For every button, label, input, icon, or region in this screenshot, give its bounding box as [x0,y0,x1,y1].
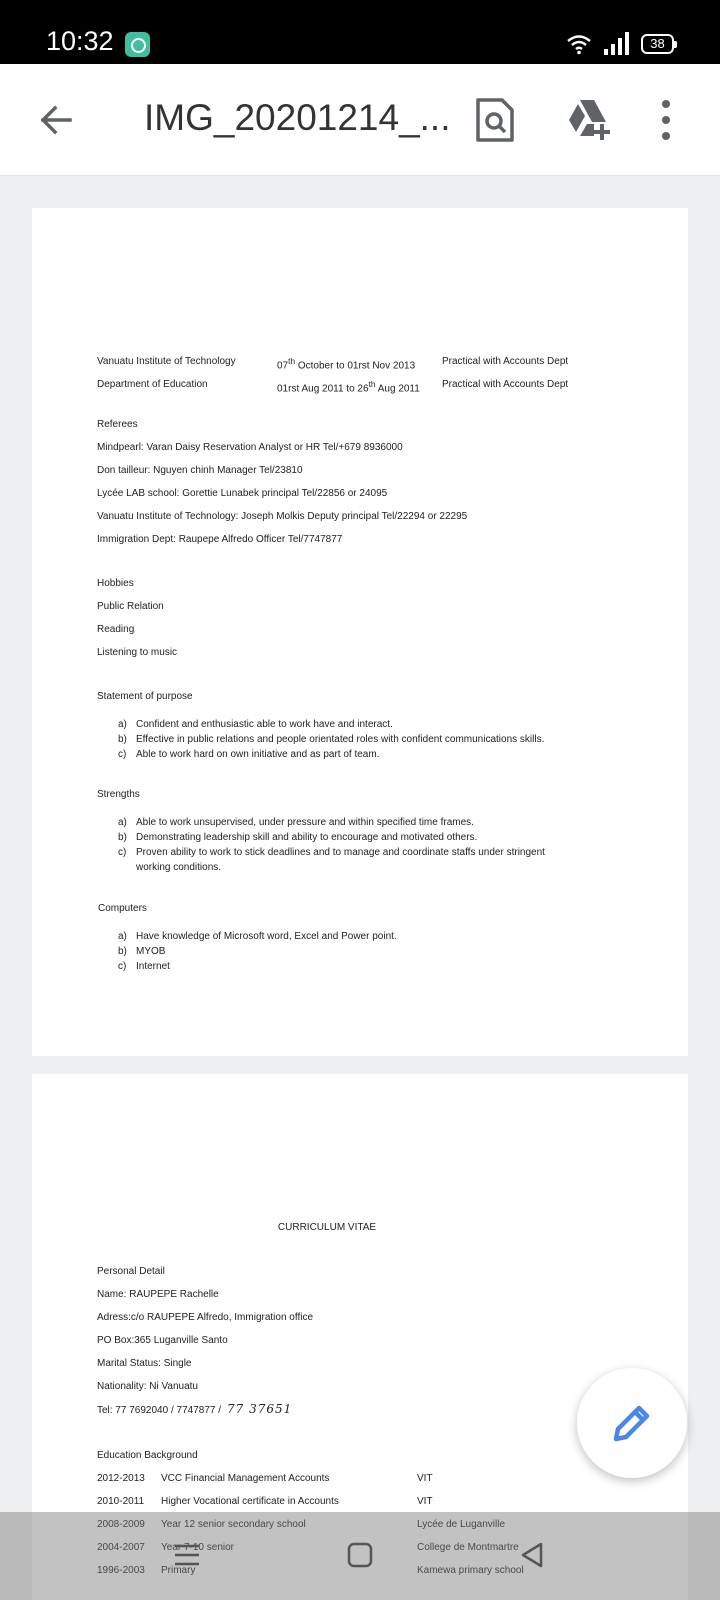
edu-school: Lycée de Luganville [417,1519,506,1530]
list-marker: a) [118,817,127,828]
experience-role: Practical with Accounts Dept [442,356,569,367]
cv-title: CURRICULUM VITAE [277,1222,377,1233]
education-heading: Education Background [97,1450,198,1461]
personal-detail-section [97,1260,313,1421]
personal-item: Name: RAUPEPE Rachelle [97,1289,219,1300]
experience-dates: 01rst Aug 2011 to 26th Aug 2011 [277,379,420,395]
handwritten-number: 77 37651 [227,1402,293,1416]
hobby-item: Public Relation [97,601,164,612]
list-marker: b) [118,832,127,843]
list-text: Confident and enthusiastic able to work have and interact. [136,719,393,730]
list-item [118,845,576,875]
recents-icon[interactable] [172,1542,202,1568]
tel-text: Tel: 77 7692040 / 7747877 / [97,1405,221,1416]
list-item [118,717,576,732]
list-item [118,944,576,959]
strengths-heading: Strengths [97,789,140,800]
edu-desc: VCC Financial Management Accounts [161,1473,330,1484]
referees-section [97,413,467,551]
status-time: 10:32 [46,26,114,56]
experience-org: Vanuatu Institute of Technology [97,356,236,367]
drive-add-icon[interactable] [566,98,610,142]
edu-years: 2004-2007 [97,1542,145,1553]
edu-school: VIT [417,1496,433,1507]
edu-desc: Primary [161,1565,196,1576]
experience-role: Practical with Accounts Dept [442,379,569,390]
personal-item: PO Box:365 Luganville Santo [97,1335,228,1346]
list-item [118,929,576,944]
edit-button[interactable] [577,1368,687,1478]
section-heading [98,897,147,920]
referee-item: Vanuatu Institute of Technology: Joseph Molkis Deputy principal Tel/22294 or 22295 [97,511,468,522]
edu-desc: Year 7-10 senior [161,1542,235,1553]
status-bar [0,0,720,64]
edu-school: VIT [417,1473,433,1484]
computers-heading: Computers [98,903,147,914]
edu-years: 1996-2003 [97,1565,145,1576]
personal-tel [97,1398,313,1421]
edu-years: 2008-2009 [97,1519,145,1530]
app-bar [0,64,720,176]
find-in-page-icon[interactable] [474,98,518,142]
referee-item: Immigration Dept: Raupepe Alfredo Officer Tel/7747877 [97,534,343,545]
document-page-1 [32,208,688,1056]
section-heading [97,1444,198,1467]
list-marker: b) [118,734,127,745]
list-marker: a) [118,719,127,730]
edu-years: 2012-2013 [97,1473,145,1484]
list-text: Internet [136,961,170,972]
list-item [118,747,576,762]
app-badge-icon [125,32,150,57]
navigation-bar [0,1512,720,1600]
list-marker: b) [118,946,127,957]
list-text: Able to work hard on own initiative and as part of team. [136,749,380,760]
hobby-item: Listening to music [97,647,178,658]
hobbies-section [97,572,177,664]
list-text: Demonstrating leadership skill and ability to encourage and motivated others. [136,832,478,843]
edu-years: 2010-2011 [97,1496,145,1507]
home-icon[interactable] [347,1542,373,1568]
referee-item: Don tailleur: Nguyen chinh Manager Tel/23810 [97,465,303,476]
edu-school: Kamewa primary school [417,1565,524,1576]
table-row [97,1467,577,1490]
wifi-icon [566,33,592,55]
personal-item: Nationality: Ni Vanuatu [97,1381,198,1392]
list-text: Have knowledge of Microsoft word, Excel and Power point. [136,931,397,942]
signal-icon [603,32,629,56]
battery-icon: 38 [641,34,674,54]
hobby-item: Reading [97,624,135,635]
edu-desc: Year 12 senior secondary school [161,1519,306,1530]
section-heading [97,783,140,806]
edu-desc: Higher Vocational certificate in Accounts [161,1496,339,1507]
purpose-list [118,717,576,762]
list-item [118,732,576,747]
edu-school: College de Montmartre [417,1542,519,1553]
list-text: MYOB [136,946,166,957]
list-marker: c) [118,961,127,972]
strengths-list [118,815,576,875]
document-title: IMG_20201214_... [144,97,451,138]
list-marker: a) [118,931,127,942]
more-vert-icon[interactable] [656,98,676,142]
list-marker: c) [118,749,127,760]
list-text: Able to work unsupervised, under pressure and within specified time frames. [136,817,474,828]
experience-org: Department of Education [97,379,208,390]
list-text: Effective in public relations and people orientated roles with confident communications skills. [136,734,545,745]
list-item [118,959,576,974]
list-marker: c) [118,847,127,858]
back-icon[interactable] [519,1542,545,1568]
personal-item: Adress:c/o RAUPEPE Alfredo, Immigration office [97,1312,314,1323]
section-heading: Referees [97,419,138,430]
personal-item: Marital Status: Single [97,1358,192,1369]
section-heading: Personal Detail [97,1266,165,1277]
list-item [118,830,576,845]
table-row [97,1490,577,1513]
list-item [118,815,576,830]
experience-dates: 07th October to 01rst Nov 2013 [277,356,416,372]
section-heading [97,685,193,708]
section-heading: Hobbies [97,578,134,589]
computers-list [118,929,576,974]
edit-pencil-icon [610,1401,654,1445]
purpose-heading: Statement of purpose [97,691,193,702]
list-text: Proven ability to work to stick deadlines and to manage and coordinate staffs under stringent working conditions. [136,847,545,873]
referee-item: Mindpearl: Varan Daisy Reservation Analyst or HR Tel/+679 8936000 [97,442,403,453]
back-arrow-icon[interactable] [36,100,76,140]
referee-item: Lycée LAB school: Gorettie Lunabek principal Tel/22856 or 24095 [97,488,388,499]
